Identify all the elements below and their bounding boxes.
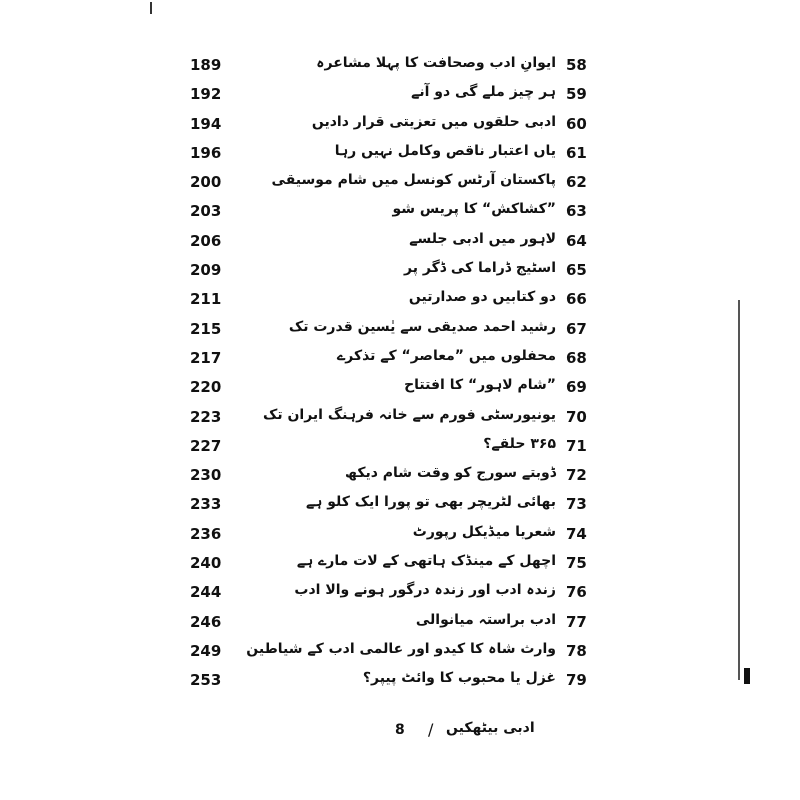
toc-page-number: 233	[190, 495, 222, 514]
toc-page-number: 249	[190, 641, 222, 660]
toc-entry	[190, 286, 600, 315]
toc-entry	[190, 579, 600, 608]
toc-chapter-number: 73	[566, 495, 587, 514]
toc-entry	[190, 462, 600, 491]
toc-entry	[190, 374, 600, 403]
toc-title: ”شام لاہور“ کا افتتاح	[404, 377, 556, 394]
toc-chapter-number: 76	[566, 583, 587, 602]
toc-page-number: 203	[190, 202, 222, 221]
toc-title: زندہ ادب اور زندہ درگور ہونے والا ادب	[294, 582, 556, 599]
toc-title: ادب براستہ میانوالی	[415, 611, 556, 628]
toc-title: اچھل کے مینڈک ہاتھی کے لات مارے ہے	[296, 553, 556, 570]
toc-page-number: 192	[190, 85, 222, 104]
toc-chapter-number: 59	[566, 85, 587, 104]
toc-title: اسٹیج ڈراما کی ڈگر پر	[404, 260, 556, 277]
toc-title: بھائی لٹریچر بھی تو پورا ایک کلو ہے	[305, 494, 556, 511]
toc-chapter-number: 66	[566, 290, 587, 309]
toc-entry	[190, 316, 600, 345]
toc-title: ڈوبتے سورج کو وقت شام دیکھ	[345, 465, 556, 482]
toc-entry	[190, 198, 600, 227]
toc-entry	[190, 81, 600, 110]
toc-chapter-number: 68	[566, 348, 587, 367]
toc-title: ۳۶۵ حلقے؟	[483, 435, 556, 452]
toc-entry	[190, 111, 600, 140]
toc-page-number: 236	[190, 524, 222, 543]
toc-title: لاہور میں ادبی جلسے	[409, 230, 556, 247]
toc-chapter-number: 62	[566, 173, 587, 192]
toc-entry	[190, 140, 600, 169]
toc-chapter-number: 71	[566, 436, 587, 455]
toc-chapter-number: 65	[566, 261, 587, 280]
toc-entry	[190, 491, 600, 520]
scan-margin-mark	[744, 668, 750, 684]
toc-entry	[190, 638, 600, 667]
toc-chapter-number: 79	[566, 671, 587, 690]
toc-page-number: 217	[190, 348, 222, 367]
toc-page-number: 196	[190, 143, 222, 162]
toc-entry	[190, 667, 600, 696]
toc-chapter-number: 61	[566, 143, 587, 162]
toc-page-number: 246	[190, 612, 222, 631]
toc-entry	[190, 550, 600, 579]
toc-entry	[190, 345, 600, 374]
toc-page-number: 223	[190, 407, 222, 426]
toc-chapter-number: 78	[566, 641, 587, 660]
toc-entry	[190, 433, 600, 462]
footer-book-title: ادبی بیٹھکیں	[446, 720, 535, 736]
toc-entry	[190, 52, 600, 81]
toc-entry	[190, 257, 600, 286]
toc-chapter-number: 60	[566, 114, 587, 133]
toc-title: ادبی حلقوں میں تعزیتی قرار دادیں	[311, 113, 556, 130]
toc-chapter-number: 69	[566, 378, 587, 397]
toc-title: محفلوں میں ”معاصر“ کے تذکرے	[337, 347, 556, 364]
footer-separator: /	[428, 720, 434, 739]
toc-title: ایوانِ ادب وصحافت کا پہلا مشاعرہ	[316, 55, 556, 71]
toc-page-number: 244	[190, 583, 222, 602]
page-edge-mark	[150, 2, 158, 14]
footer-page-number: 8	[395, 722, 405, 738]
toc-title: ہر چیز ملے گی دو آنے	[411, 84, 556, 101]
toc-entry	[190, 228, 600, 257]
toc-title: وارث شاہ کا کیدو اور عالمی ادب کے شیاطین	[246, 640, 556, 657]
toc-title: یاں اعتبار ناقص وکامل نہیں رہا	[334, 142, 556, 159]
toc-title: دو کتابیں دو صدارتیں	[408, 289, 556, 306]
toc-chapter-number: 70	[566, 407, 587, 426]
toc-page-number: 230	[190, 466, 222, 485]
toc-page-number: 209	[190, 261, 222, 280]
toc-chapter-number: 77	[566, 612, 587, 631]
toc-chapter-number: 63	[566, 202, 587, 221]
toc-title: شعریا میڈیکل رپورٹ	[412, 523, 556, 540]
toc-chapter-number: 74	[566, 524, 587, 543]
toc-title: یونیورسٹی فورم سے خانہ فرہنگ ایران تک	[262, 406, 556, 423]
toc-page-number: 240	[190, 554, 222, 573]
toc-title: ”کشاکش“ کا پریس شو	[392, 201, 556, 218]
toc-page-number: 211	[190, 290, 222, 309]
table-of-contents	[190, 52, 600, 697]
toc-page-number: 220	[190, 378, 222, 397]
toc-chapter-number: 75	[566, 554, 587, 573]
toc-page-number: 253	[190, 671, 222, 690]
toc-title: رشید احمد صدیقی سے یٰسین قدرت تک	[288, 318, 556, 335]
page-footer	[0, 718, 800, 748]
toc-title: غزل یا محبوب کا وائٹ پیپر؟	[362, 670, 556, 687]
toc-page-number: 215	[190, 319, 222, 338]
toc-page-number: 200	[190, 173, 222, 192]
toc-entry	[190, 521, 600, 550]
toc-chapter-number: 64	[566, 231, 587, 250]
toc-entry	[190, 404, 600, 433]
toc-title: پاکستان آرٹس کونسل میں شام موسیقی	[271, 172, 556, 189]
toc-page-number: 189	[190, 56, 222, 74]
scan-margin-line	[732, 300, 740, 680]
toc-page-number: 227	[190, 436, 222, 455]
toc-chapter-number: 72	[566, 466, 587, 485]
toc-entry	[190, 169, 600, 198]
toc-page-number: 194	[190, 114, 222, 133]
toc-entry	[190, 609, 600, 638]
toc-chapter-number: 58	[566, 56, 587, 74]
toc-chapter-number: 67	[566, 319, 587, 338]
toc-page-number: 206	[190, 231, 222, 250]
